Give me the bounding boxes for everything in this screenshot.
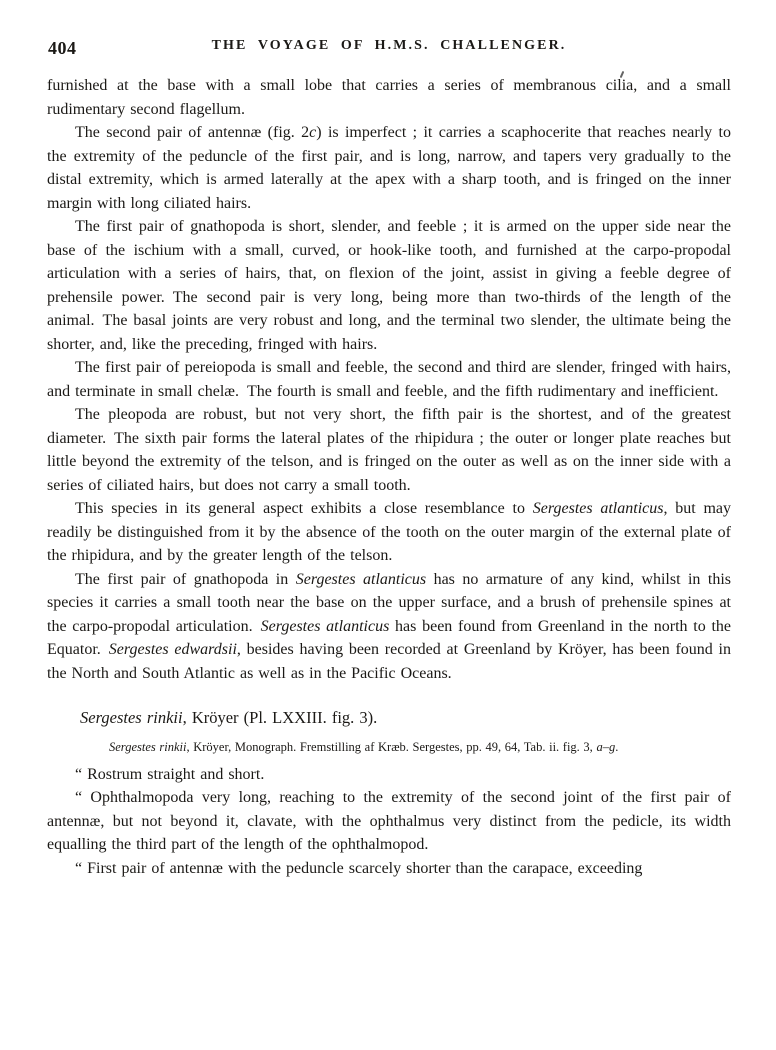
italic-text-run: Sergestes atlanticus: [532, 500, 664, 517]
text-run: The first pair of pereiopoda is small and feeble, the second and third are slender, fringed with hairs, and terminate in small chelæ. The fourth is small and feeble, and the fifth rudimentary and inefficient.: [47, 359, 731, 400]
paragraph: [47, 763, 731, 787]
paragraph: [47, 74, 731, 121]
paragraph: [47, 497, 731, 568]
paragraph: [47, 857, 731, 881]
italic-text-run: Sergestes edwardsii: [108, 641, 237, 658]
text-run: has been found from Greenland in the north to the Equator.: [47, 617, 731, 658]
running-title: THE VOYAGE OF H.M.S. CHALLENGER.: [211, 38, 567, 53]
text-run: This species in its general aspect exhibits a close resemblance to: [75, 500, 533, 517]
text-run: , but may readily be distinguished from it by the absence of the tooth on the outer margin of the external plate of the rhipidura, and by the greater length of the telson.: [47, 500, 731, 564]
text-run: , Kröyer, Monograph. Fremstilling af Kræb. Sergestes, pp. 49, 64, Tab. ii. fig. 3,: [186, 739, 597, 754]
paragraph: [47, 215, 731, 356]
text-run: “ First pair of antennæ with the peduncle scarcely shorter than the carapace, exceeding: [75, 859, 643, 877]
page-body: [47, 74, 731, 880]
italic-text-run: Sergestes atlanticus: [295, 570, 427, 588]
italic-text-run: c: [309, 124, 317, 141]
text-run: , besides having been recorded at Greenland by Kröyer, has been found in the North and South Atlantic as well as in the Pacific Oceans.: [47, 641, 732, 682]
text-run: “ Ophthalmopoda very long, reaching to the extremity of the second joint of the first pair of antennæ, but not beyond it, clavate, with the ophthalmus very distinct from the pedicle, its width equalling the third part of the length of the ophthalmopod.: [47, 789, 731, 853]
text-run: furnished at the base with a small lobe that carries a series of membranous cilia, and a small rudimentary second flagellum.: [47, 77, 731, 118]
paragraph: [47, 356, 731, 403]
italic-text-run: Sergestes rinkii: [109, 739, 187, 754]
italic-text-run: a–g: [596, 739, 616, 754]
paragraph: [47, 568, 731, 686]
paragraph: [47, 403, 731, 497]
paragraph: [47, 786, 731, 857]
citation: [109, 739, 731, 756]
species-heading: [47, 706, 731, 730]
text-run: The first pair of gnathopoda in: [75, 570, 296, 588]
text-run: The first pair of gnathopoda is short, slender, and feeble ; it is armed on the upper side near the base of the ischium with a small, curved, or hook-like tooth, and furnished at the carpo-propodal articulation with a series of hairs, that, on flexion of the joint, assist in giving a feeble degree of prehensile power. The second pair is very long, being more than two-thirds of the length of the animal. The basal joints are very robust and long, and the terminal two slender, the ultimate being the shorter, and, like the preceding, fringed with hairs.: [47, 218, 731, 353]
italic-text-run: Sergestes rinkii: [80, 708, 183, 727]
text-run: The pleopoda are robust, but not very short, the fifth pair is the shortest, and of the greatest diameter. The sixth pair forms the lateral plates of the rhipidura ; the outer or longer plate reaches but little beyond the extremity of the telson, and is fringed on the outer as well as on the inner side with a series of ciliated hairs, but does not carry a small tooth.: [47, 406, 731, 494]
paragraph: [47, 121, 731, 215]
text-run: , Kröyer (Pl. LXXIII. fig. 3).: [182, 708, 378, 727]
text-run: has no armature of any kind, whilst in this species it carries a small tooth near the base on the upper surface, and a brush of prehensile spines at the carpo-propodal articulation.: [47, 570, 731, 635]
page-number: 404: [48, 38, 77, 58]
text-run: .: [615, 739, 619, 754]
text-run: The second pair of antennæ (fig. 2: [75, 124, 310, 141]
text-run: “ Rostrum straight and short.: [75, 765, 265, 783]
text-run: ) is imperfect ; it carries a scaphocerite that reaches nearly to the extremity of the peduncle of the first pair, and is long, narrow, and tapers very gradually to the distal extremity, which is armed laterally at the apex with a sharp tooth, and is fringed on the inner margin with long ciliated hairs.: [47, 124, 731, 212]
italic-text-run: Sergestes atlanticus: [260, 617, 390, 635]
page-header: [47, 38, 731, 62]
